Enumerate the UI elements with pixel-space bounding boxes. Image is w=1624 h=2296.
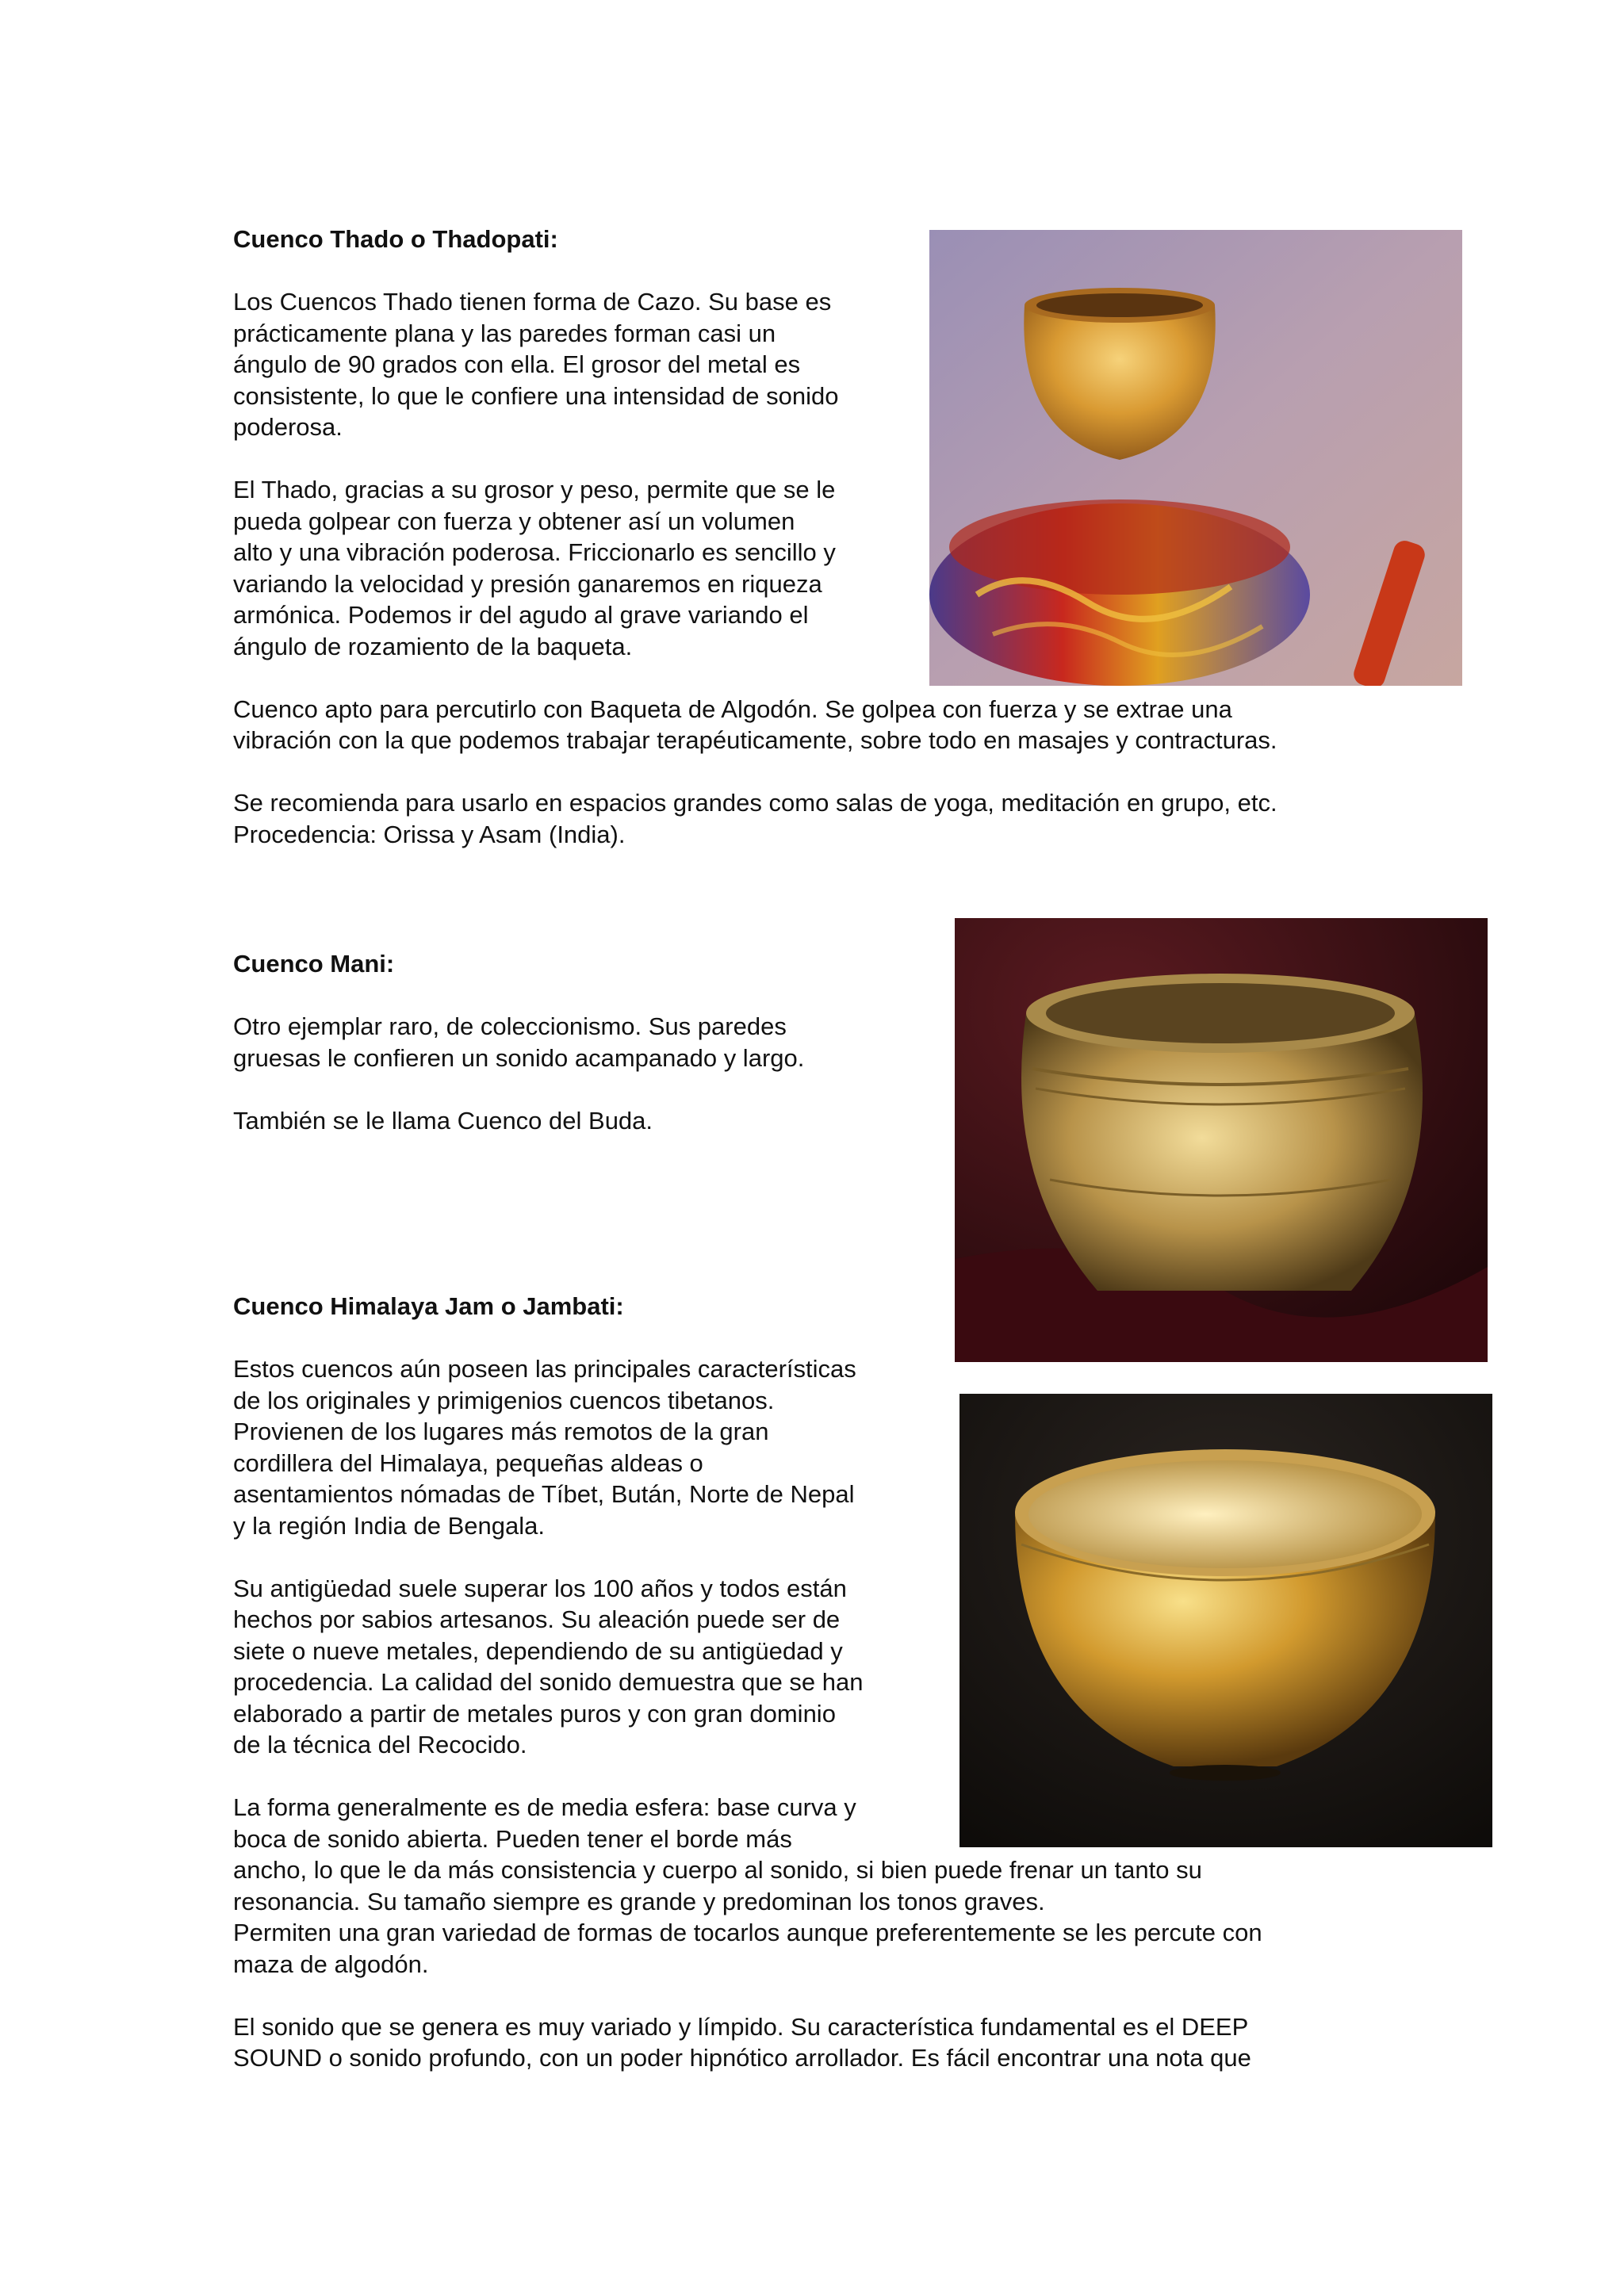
thado-bowl-illustration [929, 230, 1462, 686]
text-line: El sonido que se genera es muy variado y límpido. Su característica fundamental es el DEEP [233, 2012, 1249, 2041]
text-line: asentamientos nómadas de Tíbet, Bután, Norte de Nepal [233, 1480, 855, 1508]
text-line: variando la velocidad y presión ganaremos en riqueza [233, 569, 822, 598]
text-line: de la técnica del Recocido. [233, 1731, 527, 1758]
heading-thado: Cuenco Thado o Thadopati: [233, 225, 558, 253]
heading-mani: Cuenco Mani: [233, 950, 395, 978]
text-line: maza de algodón. [233, 1950, 429, 1978]
heading-jambati: Cuenco Himalaya Jam o Jambati: [233, 1292, 624, 1320]
text-line: SOUND o sonido profundo, con un poder hipnótico arrollador. Es fácil encontrar una nota que [233, 2044, 1251, 2072]
paragraph [233, 2011, 1423, 2074]
text-line: Permiten una gran variedad de formas de tocarlos aunque preferentemente se les percute con [233, 1919, 1262, 1946]
text-line: Cuenco apto para percutirlo con Baqueta de Algodón. Se golpea con fuerza y se extrae una [233, 695, 1232, 723]
paragraph [233, 694, 1277, 756]
paragraph [233, 474, 931, 662]
text-line: y la región India de Bengala. [233, 1511, 545, 1540]
text-line: cordillera del Himalaya, pequeñas aldeas o [233, 1448, 703, 1477]
text-line: Provienen de los lugares más remotos de la gran [233, 1418, 769, 1445]
text-line: armónica. Podemos ir del agudo al grave variando el [233, 601, 809, 629]
text-line: Se recomienda para usarlo en espacios grandes como salas de yoga, meditación en grupo, etc. [233, 789, 1277, 817]
text-line: boca de sonido abierta. Pueden tener el borde más [233, 1824, 792, 1853]
paragraph [233, 286, 931, 443]
text-line: Estos cuencos aún poseen las principales características [233, 1355, 856, 1383]
text-line: Otro ejemplar raro, de coleccionismo. Sus paredes [233, 1012, 787, 1040]
text-line: alto y una vibración poderosa. Friccionarlo es sencillo y [233, 538, 836, 566]
text-line: El Thado, gracias a su grosor y peso, permite que se le [233, 476, 836, 503]
text-line: prácticamente plana y las paredes forman casi un [233, 319, 776, 347]
text-line: hechos por sabios artesanos. Su aleación puede ser de [233, 1605, 841, 1633]
text-line: La forma generalmente es de media esfera: base curva y [233, 1793, 856, 1821]
text-line: ángulo de rozamiento de la baqueta. [233, 632, 633, 660]
text-line: Su antigüedad suele superar los 100 años y todos están [233, 1574, 847, 1602]
text-line: siete o nueve metales, dependiendo de su antigüedad y [233, 1636, 843, 1665]
text-line: ángulo de 90 grados con ella. El grosor del metal es [233, 350, 801, 378]
text-line: poderosa. [233, 413, 343, 441]
text-line: gruesas le confieren un sonido acampanado y largo. [233, 1043, 805, 1072]
text-line: consistente, lo que le confiere una intensidad de sonido [233, 381, 839, 410]
paragraph [233, 787, 1277, 850]
text-line: pueda golpear con fuerza y obtener así un volumen [233, 507, 795, 535]
jambati-bowl-photo [959, 1394, 1492, 1847]
thado-bowl-photo [929, 230, 1462, 686]
section-mani [233, 948, 931, 1136]
text-line: Procedencia: Orissa y Asam (India). [233, 820, 626, 848]
jambati-bowl-illustration [959, 1394, 1492, 1847]
paragraph [233, 1011, 931, 1073]
text-line: elaborado a partir de metales puros y con gran dominio [233, 1699, 836, 1728]
text-line: procedencia. La calidad del sonido demuestra que se han [233, 1668, 864, 1696]
text-line: de los originales y primigenios cuencos tibetanos. [233, 1386, 775, 1414]
text-line: Los Cuencos Thado tienen forma de Cazo. Su base es [233, 288, 832, 316]
text-line: resonancia. Su tamaño siempre es grande y predominan los tonos graves. [233, 1887, 1045, 1915]
section-thado [233, 224, 1277, 850]
text-line: vibración con la que podemos trabajar terapéuticamente, sobre todo en masajes y contracturas. [233, 726, 1277, 754]
text-line: También se le llama Cuenco del Buda. [233, 1106, 653, 1135]
text-line: ancho, lo que le da más consistencia y cuerpo al sonido, si bien puede frenar un tanto su [233, 1856, 1202, 1884]
paragraph [233, 1105, 931, 1137]
